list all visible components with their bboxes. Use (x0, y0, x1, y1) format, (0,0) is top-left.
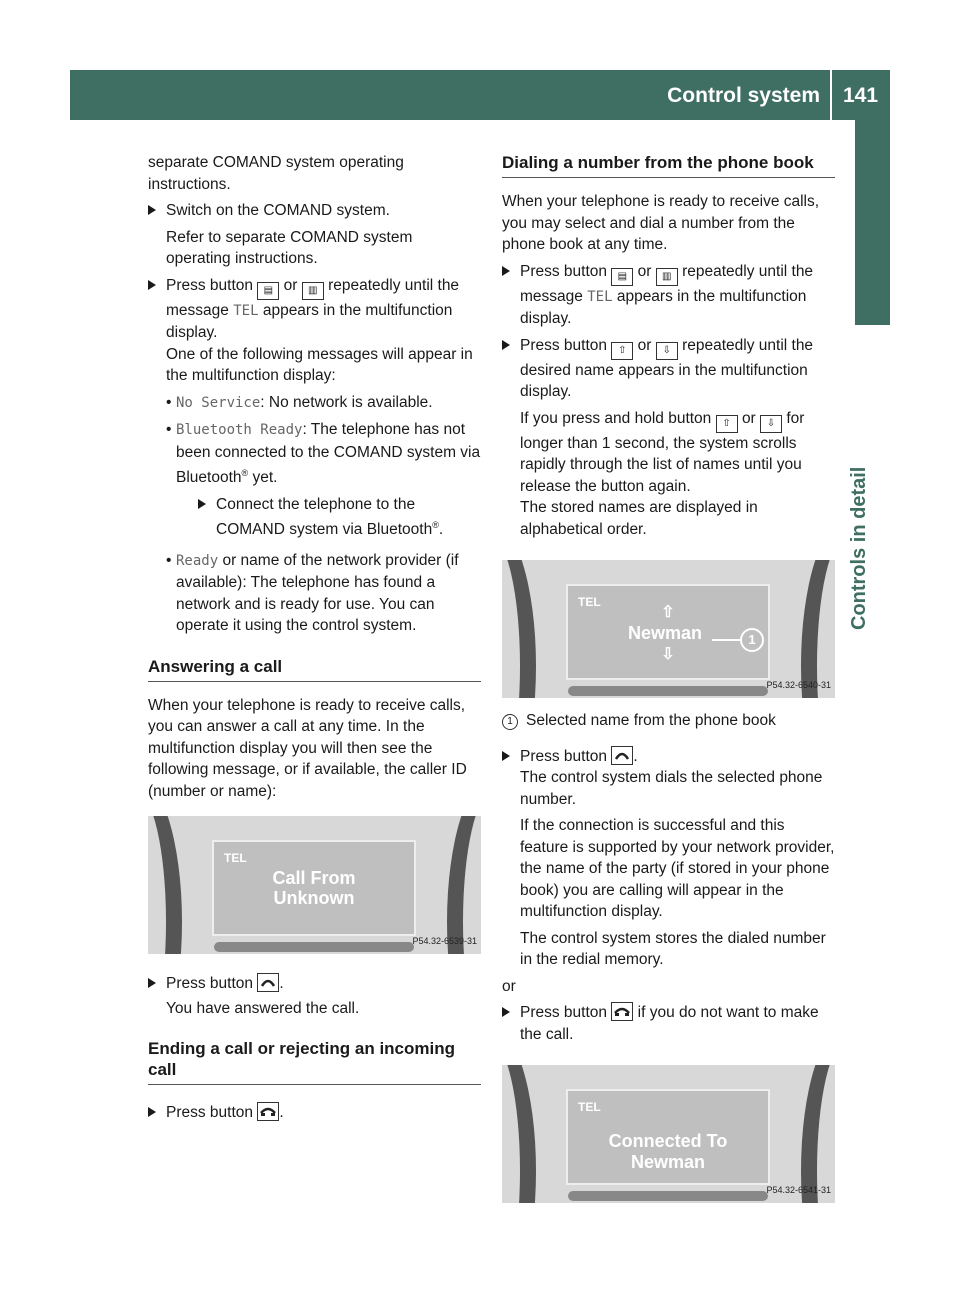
note-text: If you press and hold button (520, 409, 712, 427)
hold-note (502, 408, 835, 541)
display-strip (568, 686, 768, 696)
phone-pickup-icon (611, 746, 633, 765)
step-text: Press button (520, 336, 608, 354)
dial-note-1: If the connection is successful and this feature is supported by your network provider, the name of the party (if stored in your phone book) you are calling will appear in the multifunction display. (520, 817, 835, 920)
step-text: appears in the multifunction display. (520, 287, 807, 327)
bullet-text: yet. (248, 469, 278, 487)
figure-call-from (148, 816, 481, 954)
bullet-bluetooth-ready: • Bluetooth Ready: The telephone has not been connected to the COMAND system via Bluetooth® yet. (166, 421, 481, 487)
step-text: One of the following messages will appear in the multifunction display: (166, 345, 473, 384)
heading-ending: Ending a call or rejecting an incoming call (148, 1038, 481, 1085)
step-arrow-icon (502, 1007, 510, 1017)
step-reject (502, 1002, 835, 1045)
step-arrow-icon (502, 751, 510, 761)
or-text: or (283, 276, 298, 294)
step-text: appears in the multifunction display. (166, 301, 453, 341)
step-answer: Press button . (148, 973, 481, 995)
note-text: The stored names are displayed in alphabetical order. (520, 499, 758, 538)
display-name: Newman (628, 623, 703, 643)
step-arrow-icon (148, 280, 156, 290)
phone-hangup-icon (611, 1002, 633, 1021)
dial-note-2: The control system stores the dialed number in the redial memory. (520, 929, 826, 968)
page-up-button-icon: ▤ (611, 268, 633, 286)
step-arrow-icon (198, 499, 206, 509)
display-tel-label: TEL (224, 851, 247, 866)
step-end: Press button . (148, 1102, 481, 1124)
display-line-1: Connected To (608, 1131, 728, 1151)
up-arrow-button-icon: ⇧ (716, 415, 738, 433)
display-screen (212, 840, 416, 936)
heading-dialing: Dialing a number from the phone book (502, 152, 835, 178)
step-text: Press button (166, 276, 254, 294)
callout-line (712, 639, 742, 641)
step-text: Press button (166, 1104, 254, 1122)
tel-code: TEL (587, 288, 613, 305)
display-line-2: Newman (630, 1152, 706, 1172)
callout-number: 1 (502, 714, 518, 730)
display-tel-label: TEL (578, 1100, 601, 1114)
message-code: No Service (176, 394, 261, 411)
display-screen (566, 584, 770, 680)
callout-marker: 1 (740, 628, 764, 652)
bullet-no-service (148, 392, 481, 415)
display-up-arrow-icon: ⇧ (661, 604, 675, 621)
display-down-arrow-icon: ⇩ (661, 646, 675, 663)
answer-result: You have answered the call. (166, 999, 360, 1017)
figure-code: P54.32-6541-31 (766, 1184, 831, 1195)
display-strip (568, 1191, 768, 1201)
step-arrow-icon (148, 1107, 156, 1117)
step-switch-on (148, 200, 481, 222)
bullet-ready (148, 550, 481, 637)
step-text: repeatedly until the message (166, 276, 460, 319)
page-down-button-icon: ▥ (302, 282, 324, 300)
up-arrow-button-icon: ⇧ (611, 342, 633, 360)
step-text: repeatedly until the message (520, 262, 814, 305)
or-text: or (502, 977, 516, 995)
page-number: 141 (843, 84, 879, 107)
step-arrow-icon (502, 266, 510, 276)
left-column (148, 152, 481, 1124)
or-text: or (637, 262, 652, 280)
header-title: Control system (667, 84, 820, 107)
figure-code: P54.32-6539-31 (412, 935, 477, 946)
side-tab-label: Controls in detail (848, 466, 870, 630)
down-arrow-button-icon: ⇩ (656, 342, 678, 360)
right-column (502, 152, 835, 1203)
bullet-icon: • (166, 393, 172, 411)
side-tab-label-wrap (848, 466, 888, 631)
step-text: Press button (520, 747, 608, 765)
message-code: Ready (176, 552, 219, 569)
phone-hangup-icon (257, 1102, 279, 1121)
display-screen (566, 1089, 770, 1185)
bullet-text: or name of the network provider (if available): The telephone has found a network and is ready for use. You can operate it using the control system. (176, 551, 459, 635)
answer-text: When your telephone is ready to receive calls, you can answer a call at any time. In the multifunction display you will then see the following message, or if available, the caller ID (number or name): (148, 696, 467, 800)
message-code: Bluetooth Ready (176, 422, 303, 438)
figure-connected-to (502, 1065, 835, 1203)
step-arrow-icon (502, 340, 510, 350)
step-press-tel (148, 275, 481, 387)
step-press-tel (502, 261, 835, 330)
bullet-icon: • (166, 421, 172, 438)
page-up-button-icon: ▤ (257, 282, 279, 300)
step-text: if you do not want to make the call. (520, 1004, 819, 1043)
dial-text: When your telephone is ready to receive calls, you may select and dial a number from the phone book at any time. (502, 193, 820, 253)
tel-code: TEL (233, 302, 259, 319)
step-select-name (502, 335, 835, 403)
phone-pickup-icon (257, 973, 279, 992)
header-divider (830, 70, 832, 120)
display-strip (214, 942, 414, 952)
bullet-icon: • (166, 551, 172, 569)
gauge-left (502, 1065, 536, 1203)
step-text: The control system dials the selected phone number. (520, 769, 823, 808)
down-arrow-button-icon: ⇩ (760, 415, 782, 433)
page-down-button-icon: ▥ (656, 268, 678, 286)
or-text: or (741, 409, 756, 427)
display-line-2: Unknown (273, 888, 355, 909)
heading-answering: Answering a call (148, 656, 481, 682)
step-text: repeatedly until the desired name appears in the multifunction display. (520, 336, 814, 400)
or-text: or (637, 336, 652, 354)
step-text: Press button (166, 975, 254, 993)
display-line-1: Call From (272, 868, 356, 889)
intro-text: separate COMAND system operating instructions. (148, 154, 404, 193)
callout-text: Selected name from the phone book (526, 712, 776, 729)
step-arrow-icon (148, 205, 156, 215)
substep-connect: Connect the telephone to the COMAND system via Bluetooth®. (148, 494, 481, 541)
figure-newman (502, 560, 835, 698)
bullet-text: : The telephone has not been connected to the COMAND system via Bluetooth (176, 421, 481, 487)
gauge-left (502, 560, 536, 698)
step-arrow-icon (148, 978, 156, 988)
step-note: Refer to separate COMAND system operating instructions. (166, 228, 413, 267)
step-dial: Press button . The control system dials the selected phone number. (502, 746, 835, 811)
step-text: Press button (520, 262, 608, 280)
gauge-left (148, 816, 182, 954)
note-text: for longer than 1 second, the system scrolls rapidly through the list of names until you release the button again. (520, 409, 805, 495)
side-tab (855, 120, 890, 325)
callout-caption (502, 710, 835, 732)
step-text: Press button (520, 1004, 608, 1021)
display-tel-label: TEL (578, 595, 601, 609)
bullet-text: : No network is available. (260, 393, 433, 411)
figure-code: P54.32-6540-31 (766, 679, 831, 690)
step-text: Switch on the COMAND system. (166, 202, 390, 219)
step-text: Connect the telephone to the COMAND system via Bluetooth (216, 495, 433, 539)
